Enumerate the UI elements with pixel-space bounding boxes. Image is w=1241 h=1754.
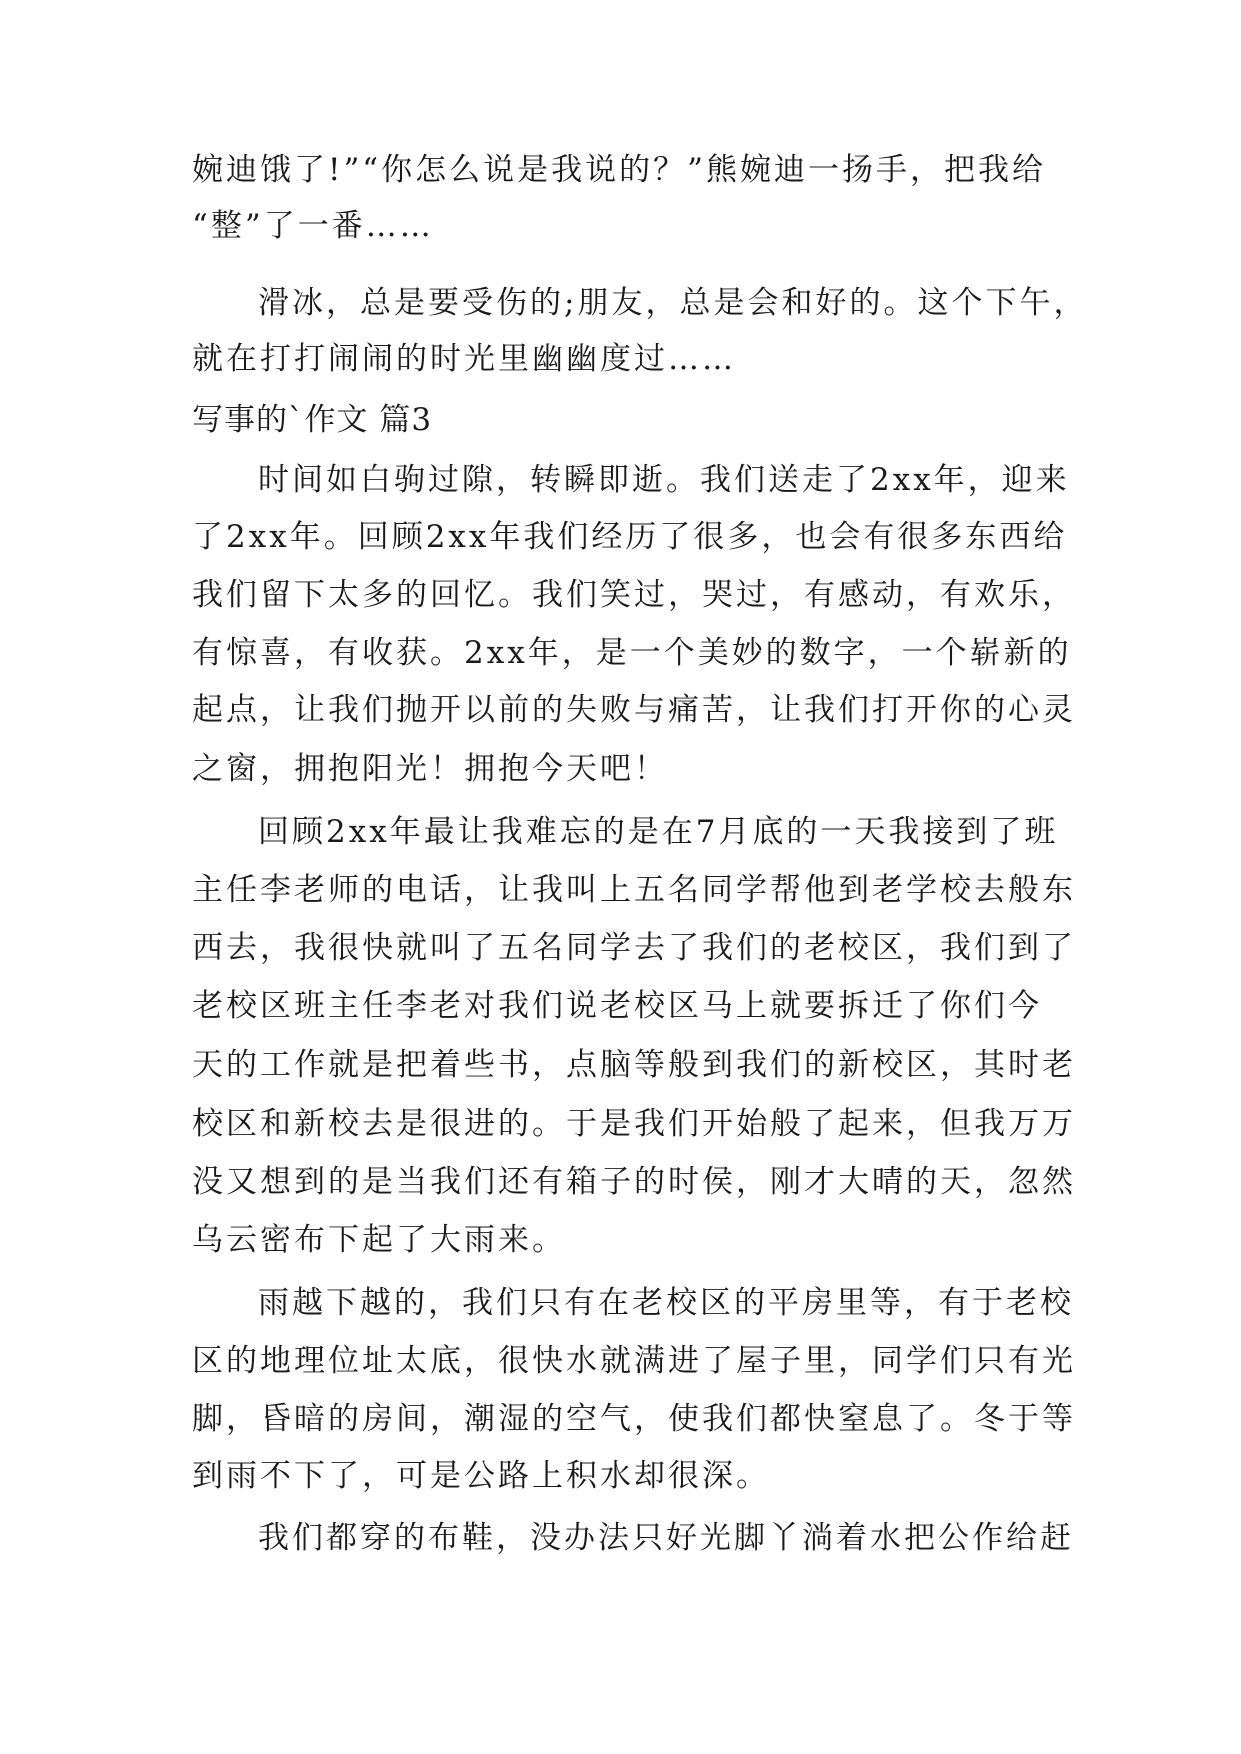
text-line: 脚，昏暗的房间，潮湿的空气，使我们都快窒息了。冬于等: [192, 1401, 1076, 1437]
text-line: 校区和新校去是很进的。于是我们开始般了起来，但我万万: [192, 1106, 1076, 1142]
text-line: 到雨不下了，可是公路上积水却很深。: [192, 1458, 770, 1494]
text-line: 有惊喜，有收获。2xx年，是一个美妙的数字，一个崭新的: [192, 635, 1072, 671]
text-line: 没又想到的是当我们还有箱子的时侯，刚才大晴的天，忽然: [192, 1164, 1076, 1200]
text-line: 乌云密布下起了大雨来。: [192, 1222, 566, 1258]
text-line: 了2xx年。回顾2xx年我们经历了很多，也会有很多东西给: [192, 519, 1068, 555]
text-line: 婉迪饿了!”“你怎么说是我说的？”熊婉迪一扬手，把我给: [192, 152, 1046, 188]
text-line: “整”了一番……: [192, 208, 434, 244]
text-line: 西去，我很快就叫了五名同学去了我们的老校区，我们到了: [192, 930, 1076, 966]
section-heading: 写事的`作文 篇3: [192, 402, 433, 438]
paragraph-start: 雨越下越的，我们只有在老校区的平房里等，有于老校: [258, 1285, 1074, 1321]
text-line: 区的地理位址太底，很快水就满进了屋子里，同学们只有光: [192, 1343, 1076, 1379]
text-line: 起点，让我们抛开以前的失败与痛苦，让我们打开你的心灵: [192, 692, 1076, 728]
paragraph-start: 时间如白驹过隙，转瞬即逝。我们送走了2xx年，迎来: [258, 462, 1070, 498]
paragraph-start: 回顾2xx年最让我难忘的是在7月底的一天我接到了班: [258, 814, 1059, 850]
text-line: 老校区班主任李老对我们说老校区马上就要拆迁了你们今: [192, 988, 1042, 1024]
text-line: 之窗，拥抱阳光！拥抱今天吧！: [192, 751, 668, 787]
paragraph-start: 滑冰，总是要受伤的;朋友，总是会和好的。这个下午，: [258, 285, 1088, 321]
text-line: 天的工作就是把着些书，点脑等般到我们的新校区，其时老: [192, 1047, 1076, 1083]
text-line: 就在打打闹闹的时光里幽幽度过……: [192, 341, 736, 377]
text-line: 我们留下太多的回忆。我们笑过，哭过，有感动，有欢乐，: [192, 577, 1076, 613]
text-line: 主任李老师的电话，让我叫上五名同学帮他到老学校去般东: [192, 872, 1076, 908]
paragraph-start: 我们都穿的布鞋，没办法只好光脚丫淌着水把公作给赶: [258, 1520, 1074, 1556]
